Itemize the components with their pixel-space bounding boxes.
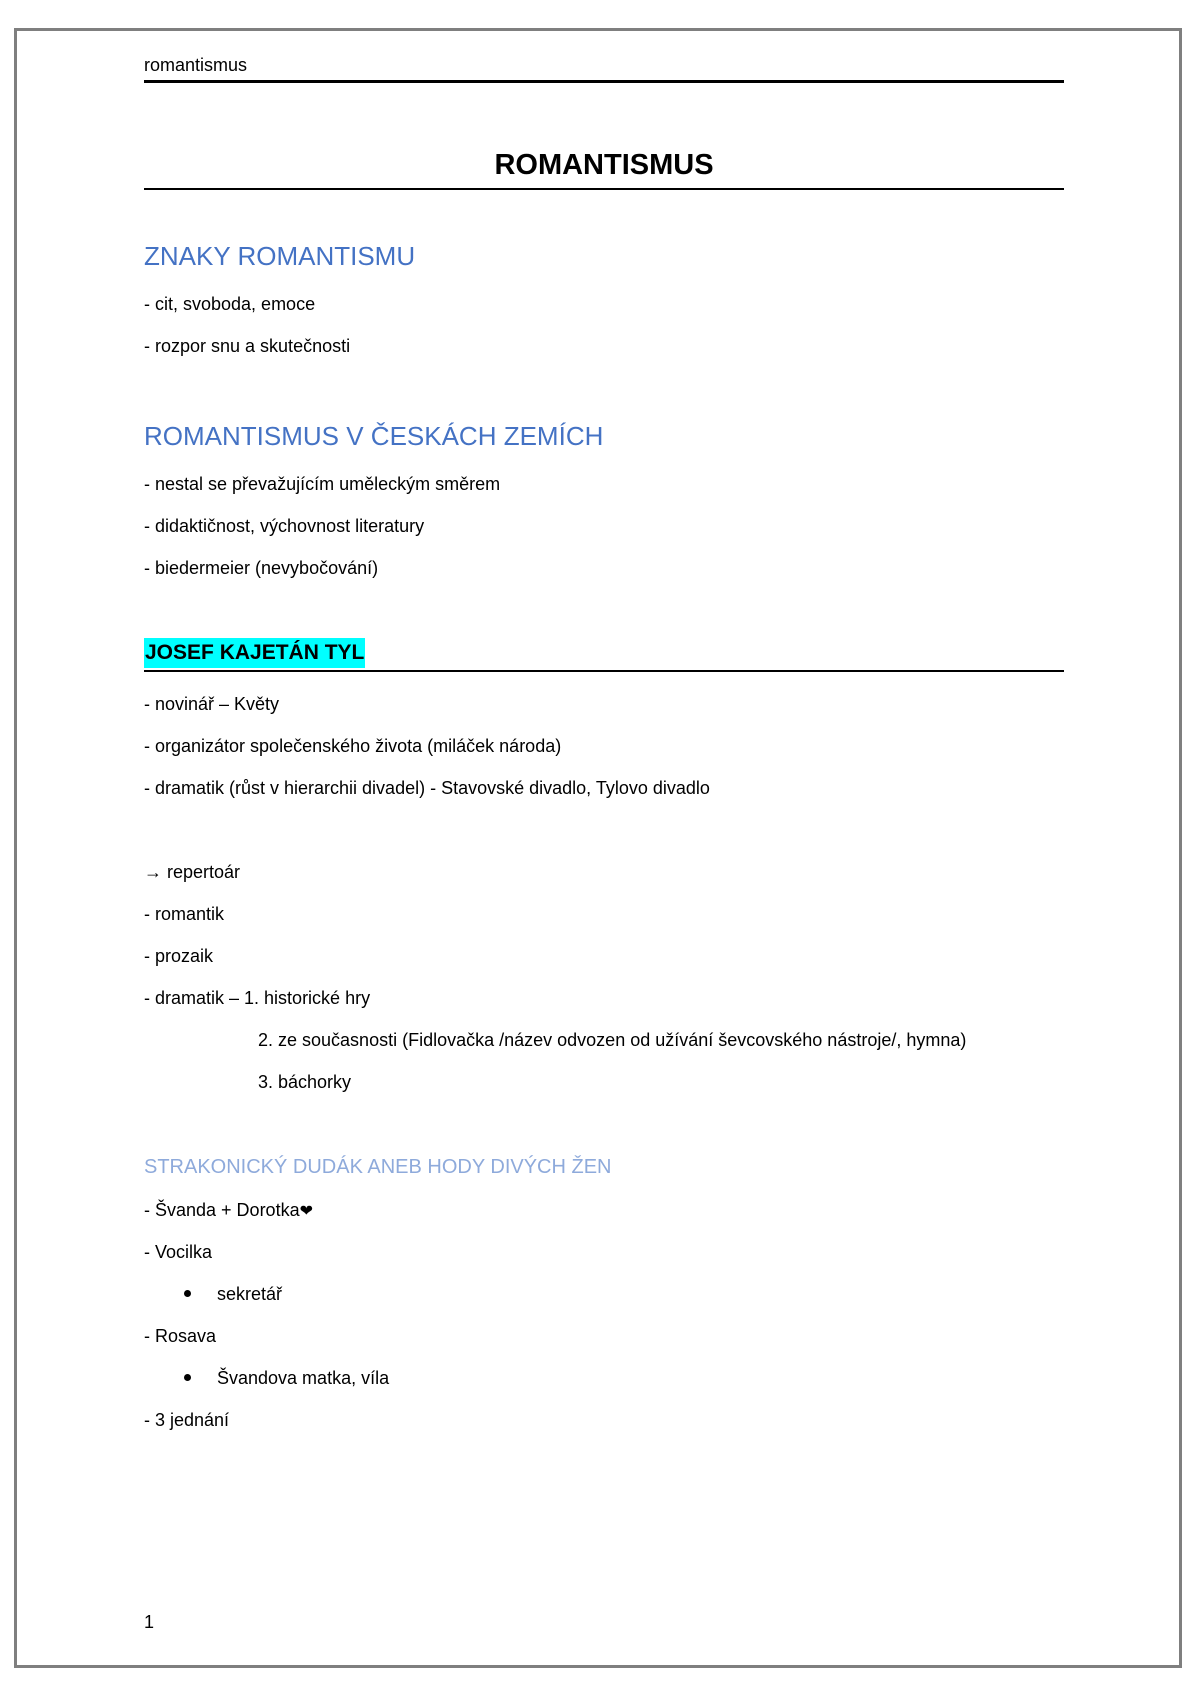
- tyl-line-2: - organizátor společenského života (miláček národa): [144, 736, 562, 756]
- ceske-zeme-line-2: - didaktičnost, výchovnost literatury: [144, 516, 425, 536]
- tyl-repertoar-2: - romantik: [144, 904, 225, 924]
- heading-tyl-block: [144, 638, 1064, 672]
- running-header: [144, 54, 1064, 83]
- heading-dudak: STRAKONICKÝ DUDÁK ANEB HODY DIVÝCH ŽEN: [144, 1156, 612, 1178]
- tyl-line-1: - novinář – Květy: [144, 694, 280, 714]
- tyl-repertoar-3: - prozaik: [144, 946, 214, 966]
- heart-icon: ❤: [299, 1203, 313, 1220]
- dudak-bullet-rosava: [184, 1366, 389, 1390]
- heading-ceske-zeme: ROMANTISMUS V ČESKÁCH ZEMÍCH: [144, 421, 604, 451]
- dudak-bullet-vocilka-text: sekretář: [217, 1284, 283, 1304]
- running-header-title: romantismus: [144, 55, 248, 75]
- tyl-indented-1: 2. ze současnosti (Fidlovačka /název odvozen od užívání ševcovského nástroje/, hymna): [258, 1030, 967, 1050]
- document-title: ROMANTISMUS: [144, 148, 1064, 190]
- page-number: 1: [144, 1612, 155, 1632]
- heading-znaky: ZNAKY ROMANTISMU: [144, 241, 416, 271]
- dudak-line-vocilka: - Vocilka: [144, 1242, 213, 1262]
- tyl-line-3: - dramatik (růst v hierarchii divadel) - Stavovské divadlo, Tylovo divadlo: [144, 778, 710, 798]
- ceske-zeme-line-3: - biedermeier (nevybočování): [144, 558, 379, 578]
- tyl-repertoar-4: - dramatik – 1. historické hry: [144, 988, 371, 1008]
- bullet-icon: [184, 1290, 191, 1297]
- heading-tyl: JOSEF KAJETÁN TYL: [144, 638, 365, 668]
- dudak-line-svanda: [144, 1198, 313, 1224]
- dudak-line-jednani: - 3 jednání: [144, 1410, 230, 1430]
- znaky-line-1: - cit, svoboda, emoce: [144, 294, 316, 314]
- tyl-indented-2: 3. báchorky: [258, 1072, 352, 1092]
- dudak-bullet-vocilka: [184, 1282, 282, 1306]
- ceske-zeme-line-1: - nestal se převažujícím uměleckým směrem: [144, 474, 501, 494]
- dudak-line-rosava: - Rosava: [144, 1326, 217, 1346]
- znaky-line-2: - rozpor snu a skutečnosti: [144, 336, 351, 356]
- dudak-bullet-rosava-text: Švandova matka, víla: [217, 1368, 390, 1388]
- dudak-line-svanda-text: - Švanda + Dorotka: [144, 1200, 300, 1220]
- tyl-repertoar-1: → repertoár: [144, 862, 241, 882]
- bullet-icon: [184, 1374, 191, 1381]
